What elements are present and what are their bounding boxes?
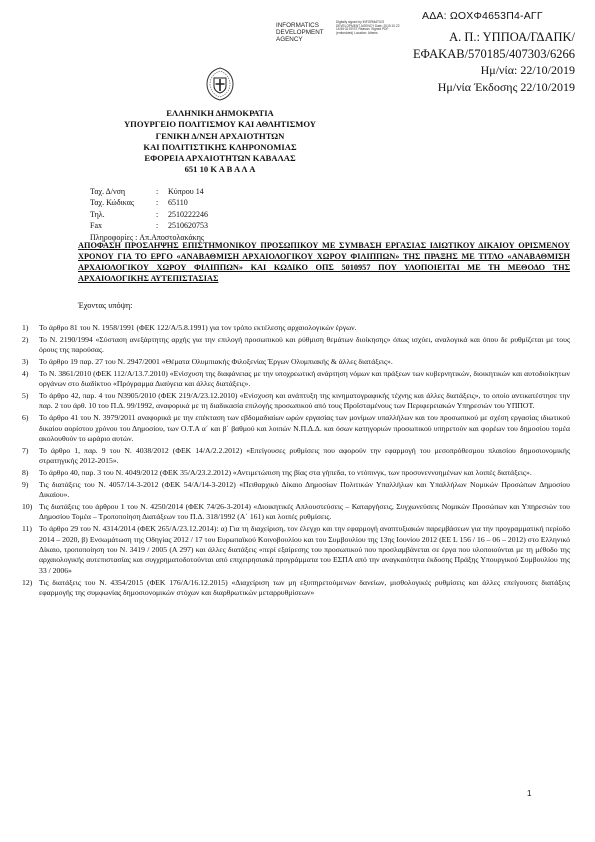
list-item (22, 468, 570, 478)
considerations-list (22, 323, 570, 600)
contact-value: 2510222246 (168, 209, 208, 219)
protocol-number: Α. Π.: ΥΠΠΟΑ/ΓΔΑΠΚ/ΕΦΑΚΑΒ/570185/407303/6266 (412, 30, 575, 61)
list-item (22, 480, 570, 501)
contact-separator: : (156, 198, 159, 208)
page-number: 1 (527, 789, 532, 798)
issue-date: Ημ/νία Έκδοσης 22/10/2019 (437, 79, 575, 94)
item-text: Το άρθρο 40, παρ. 3 του Ν. 4049/2012 (ΦΕΚ 35/Α/23.2.2012) «Αντιμετώπιση της βίας στα γήπεδα, το ντόπινγκ, των προσυνεννοημένων και λοιπές διατάξεις». (39, 468, 532, 478)
list-item (22, 502, 570, 523)
list-item (22, 413, 570, 444)
item-text: Το άρθρο 41 του Ν. 3979/2011 αναφορικά με την επέκταση των εβδομαδιαίων ωρών εργασίας των μονίμων υπαλλήλων και του προσωπικού με σχέση εργασίας ιδιωτικού δικαίου αορίστου χρόνου του Δημοσίου, των Ο.Τ.Α α΄ και β΄ βαθμού και λοιπών Ν.Π.Δ.Δ. και όσων κατηγοριών προσωπικού υπηρετούν και φορέων του δημοσίου τομέα ακολουθούν το ωράριο αυτών. (39, 413, 570, 444)
contact-value: Απ.Αποστολακάκης (139, 232, 205, 242)
item-number: 10) (22, 502, 33, 512)
contact-value: 2510620753 (168, 221, 208, 231)
list-item (22, 357, 570, 367)
item-number: 8) (22, 468, 29, 478)
document-meta (330, 29, 575, 95)
signature-stamp (276, 22, 324, 43)
list-item (22, 369, 570, 390)
contact-block (90, 186, 208, 243)
contact-row (90, 220, 208, 231)
signature-details: Digitally signed by INFORMATICS DEVELOPMENT AGENCY Date: 2019.10.22 14:56:32 EEST Reason: Signed PDF (embedded) Location: Athens (336, 20, 400, 35)
item-number: 12) (22, 577, 33, 587)
list-item (22, 446, 570, 467)
item-text: Τις διατάξεις του άρθρου 1 του Ν. 4250/2014 (ΦΕΚ 74/26-3-2014) «Διοικητικές Απλουστεύσεις – Καταργήσεις, Συγχωνεύσεις Νομικών Προσώπων και Υπηρεσιών του Δημοσίου Τομέα – Τροποποίηση Διατάξεων του Π.Δ. 318/1992 (Α΄ 161) και λοιπές ρυθμίσεις. (39, 502, 570, 522)
contact-value: 65110 (168, 198, 188, 208)
list-item (22, 323, 570, 333)
item-text: Το άρθρο 19 παρ. 27 του Ν. 2947/2001 «Θέματα Ολυμπιακής Φιλοξενίας Έργων Ολυμπιακής & άλλες διατάξεις». (39, 357, 393, 366)
stamp-line: AGENCY (276, 36, 303, 43)
contact-separator: : (156, 209, 159, 219)
ada-code: ΑΔΑ: ΩΟΧΦ4653Π4-ΑΓΓ (422, 10, 543, 22)
letterhead-line: ΕΛΛΗΝΙΚΗ ΔΗΜΟΚΡΑΤΙΑ (166, 108, 274, 118)
intro-text: Έχοντας υπόψη: (78, 301, 133, 310)
list-item (22, 524, 570, 576)
letterhead-line: ΓΕΝΙΚΗ Δ/ΝΣΗ ΑΡΧΑΙΟΤΗΤΩΝ (155, 130, 285, 141)
contact-separator: : (156, 221, 159, 231)
letterhead-line: ΥΠΟΥΡΓΕΙΟ ΠΟΛΙΤΙΣΜΟΥ ΚΑΙ ΑΘΛΗΤΙΣΜΟΥ (123, 119, 317, 130)
item-number: 9) (22, 479, 29, 489)
letterhead (100, 108, 340, 176)
contact-label: Fax (90, 221, 102, 231)
list-item (22, 391, 570, 412)
item-text: Το άρθρο 42, παρ. 4 του Ν3905/2010 (ΦΕΚ 219/Α/23.12.2010) «Ενίσχυση και ανάπτυξη της κινηματογραφικής τέχνης και άλλες διατάξεις», το οποίο αντικατέστησε την παρ. 2 του άρθ. 10 του Π.Δ. 99/1992, αναφορικά με τη διαδικασία επιλογής προσωπικού από τους Προϊσταμένους των Περιφερειακών Υπηρεσιών του ΥΠΠΟΤ. (39, 391, 570, 411)
contact-separator: : (156, 187, 159, 196)
item-text: Το άρθρο 81 του Ν. 1958/1991 (ΦΕΚ 122/Α/5.8.1991) για τον τρόπο εκτέλεσης αρχαιολογικών έργων. (39, 323, 357, 332)
greek-emblem-icon (203, 67, 237, 101)
contact-row (90, 209, 208, 220)
stamp-line: INFORMATICS (276, 22, 319, 29)
item-text: Το άρθρο 1, παρ. 9 του Ν. 4038/2012 (ΦΕΚ 14/Α/2.2.2012) «Επείγουσες ρυθμίσεις που αφορούν την εφαρμογή του μεσοπρόθεσμου πλαισίου δημοσιονομικής στρατηγικής 2012-2015». (39, 445, 570, 466)
contact-separator: : (135, 232, 138, 242)
letterhead-line: ΕΦΟΡΕΙΑ ΑΡΧΑΙΟΤΗΤΩΝ ΚΑΒΑΛΑΣ (144, 153, 296, 164)
item-number: 4) (22, 368, 29, 378)
item-text: Το άρθρο 29 του Ν. 4314/2014 (ΦΕΚ 265/Α/23.12.2014): α) Για τη διαχείριση, τον έλεγχο και την εφαρμογή αναπτυξιακών παρεμβάσεων για την προγραμματική περίοδο 2014 – 2020, β) Ενσωμάτωση της Οδηγίας 2012 / 17 του Ευρωπαϊκού Κοινοβουλίου και του Συμβουλίου της 13ης Ιουνίου 2012 (ΕΕ L 156 / 16 – 06 – 2012) στο Ελληνικό Δίκαιο, τροποποίηση του Ν. 3419 / 2005 (Α 297) και άλλες διατάξεις «περί εξαίρεσης του προσωπικού που προσλαμβάνεται σε έργα που υλοποιούνται με τη μέθοδο της αρχαιολογικής αυτεπιστασίας και συγχρηματοδοτούνται από επιχειρησιακά προγράμματα του ΕΣΠΑ από την αναγκαιότητα έκδοσης Πράξης Υπουργικού Συμβουλίου της 33 / 2006» (39, 524, 570, 575)
list-item (22, 335, 570, 356)
item-text: Το Ν. 3861/2010 (ΦΕΚ 112/Α/13.7.2010) «Ενίσχυση της διαφάνειας με την υποχρεωτική ανάρτηση νόμων και πράξεων των κυβερνητικών, διοικητικών και αυτοδιοίκητων οργάνων στο διαδίκτυο «Πρόγραμμα Διαύγεια και άλλες διατάξεις». (39, 368, 570, 389)
contact-row (90, 197, 208, 208)
item-number: 1) (22, 323, 29, 332)
item-number: 7) (22, 445, 29, 455)
list-item (22, 578, 570, 599)
contact-label: Ταχ. Δ/νση (90, 187, 126, 196)
contact-label: Τηλ. (90, 209, 105, 219)
contact-label: Πληροφορίες (90, 232, 134, 242)
item-text: Το Ν. 2190/1994 «Σύσταση ανεξάρτητης αρχής για την επιλογή προσωπικού και ρύθμιση θεμάτων διοίκησης» όπως ισχύει, αναλογικά και όπου δε ρυθμίζεται με τους όρους της παρούσας. (39, 334, 570, 355)
stamp-line: DEVELOPMENT (276, 29, 324, 36)
contact-row (90, 186, 208, 197)
item-number: 2) (22, 334, 29, 344)
contact-label: Ταχ. Κώδικας (90, 198, 135, 208)
item-number: 5) (22, 391, 29, 400)
item-number: 6) (22, 413, 29, 423)
item-text: Τις διατάξεις του Ν. 4057/14-3-2012 (ΦΕΚ 54/Α/14-3-2012) «Πειθαρχικό Δίκαιο Δημοσίων Πολιτικών Υπαλλήλων και Υπαλλήλων Νομικών Προσώπων Δημοσίου Δικαίου». (39, 479, 570, 500)
contact-value: Κύπρου 14 (168, 187, 204, 196)
letterhead-line: 651 10 Κ Α Β Α Λ Α (184, 164, 256, 175)
item-number: 3) (22, 357, 29, 366)
letterhead-line: ΚΑΙ ΠΟΛΙΤΙΣΤΙΚΗΣ ΚΛΗΡΟΝΟΜΙΑΣ (143, 141, 297, 152)
item-number: 11) (22, 524, 32, 534)
document-subject: ΑΠΟΦΑΣΗ ΠΡΟΣΛΗΨΗΣ ΕΠΙΣΤΗΜΟΝΙΚΟΥ ΠΡΟΣΩΠΙΚΟΥ ΜΕ ΣΥΜΒΑΣΗ ΕΡΓΑΣΙΑΣ ΙΔΙΩΤΙΚΟΥ ΔΙΚΑΙΟΥ ΟΡΙΣΜΕΝΟΥ ΧΡΟΝΟΥ ΓΙΑ ΤΟ ΕΡΓΟ «ΑΝΑΒΑΘΜΙΣΗ ΑΡΧΑΙΟΛΟΓΙΚΟΥ ΧΩΡΟΥ ΦΙΛΙΠΠΩΝ» ΤΗΣ ΠΡΑΞΗΣ ΜΕ ΤΙΤΛΟ «ΑΝΑΒΑΘΜΙΣΗ ΑΡΧΑΙΟΛΟΓΙΚΟΥ ΧΩΡΟΥ ΦΙΛΙΠΠΩΝ» ΚΑΙ ΚΩΔΙΚΟ ΟΠΣ 5010957 ΠΟΥ ΥΛΟΠΟΙΕΙΤΑΙ ΜΕ ΤΗ ΜΕΘΟΔΟ ΤΗΣ ΑΡΧΑΙΟΛΟΓΙΚΗΣ ΑΥΤΕΠΙΣΤΑΣΙΑΣ (78, 241, 570, 284)
item-text: Τις διατάξεις του Ν. 4354/2015 (ΦΕΚ 176/Α/16.12.2015) «Διαχείριση των μη εξυπηρετούμενων δανείων, μισθολογικές ρυθμίσεις και άλλες επείγουσες διατάξεις εφαρμογής της συμφωνίας δημοσιονομικών στόχων και διαρθρωτικών μεταρρυθμίσεων» (39, 577, 570, 598)
document-date: Ημ/νία: 22/10/2019 (480, 63, 575, 77)
